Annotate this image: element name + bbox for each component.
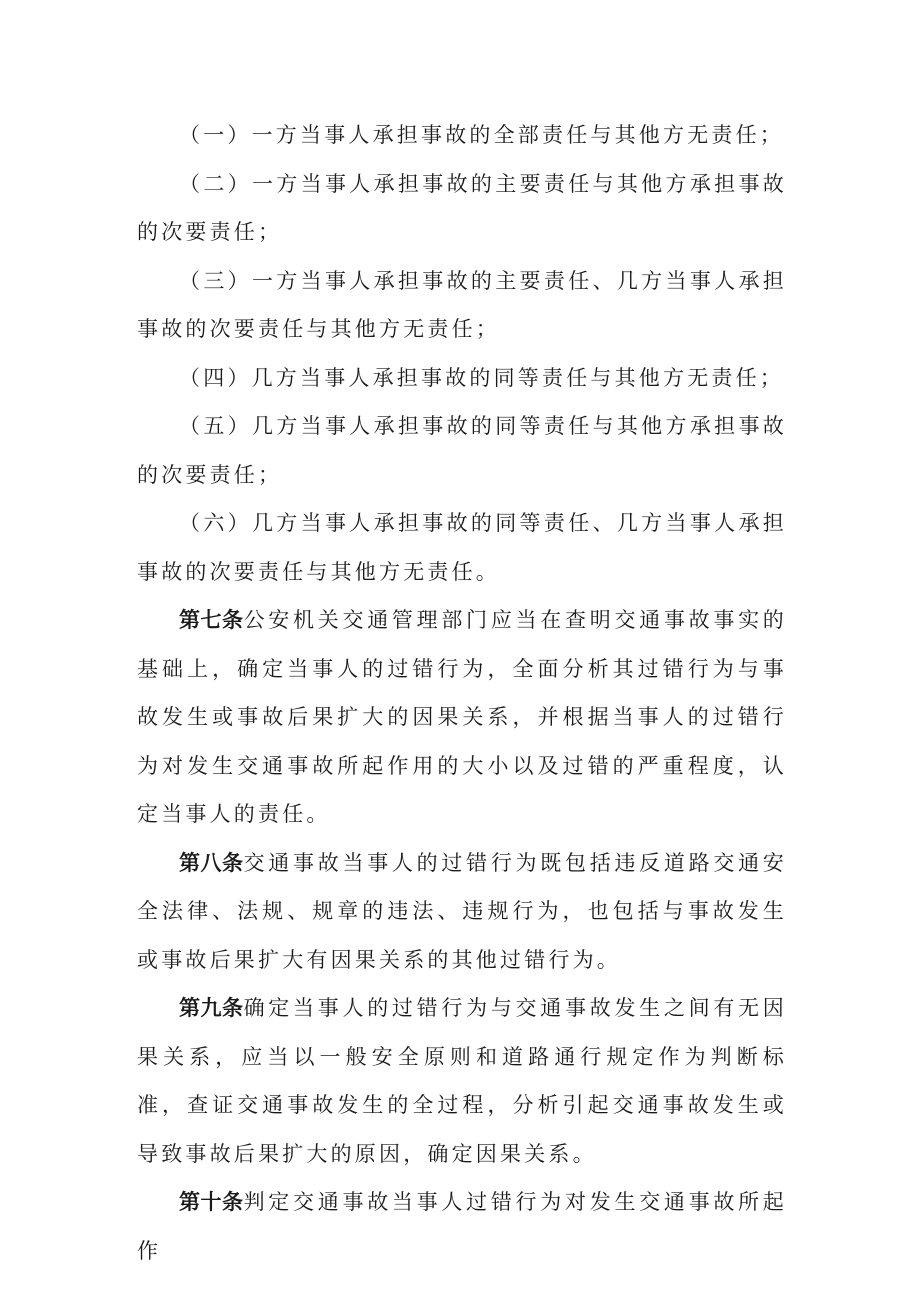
- list-item-6: （六）几方当事人承担事故的同等责任、几方当事人承担事故的次要责任与其他方无责任。: [137, 511, 787, 584]
- article-8: [137, 839, 787, 985]
- document-body: [137, 111, 787, 1275]
- list-item-5: （五）几方当事人承担事故的同等责任与其他方承担事故的次要责任；: [137, 414, 787, 487]
- article-10-text: 判定交通事故当事人过错行为对发生交通事故所起作: [137, 1190, 787, 1263]
- article-8-text: 交通事故当事人的过错行为既包括违反道路交通安全法律、法规、规章的违法、违规行为，也包括与事故发生或事故后果扩大有因果关系的其他过错行为。: [137, 850, 787, 972]
- article-10-heading: 第十条: [179, 1190, 244, 1214]
- list-item-3: （三）一方当事人承担事故的主要责任、几方当事人承担事故的次要责任与其他方无责任；: [137, 268, 787, 341]
- article-7-text: 公安机关交通管理部门应当在查明交通事故事实的基础上，确定当事人的过错行为，全面分析其过错行为与事故发生或事故后果扩大的因果关系，并根据当事人的过错行为对发生交通事故所起作用的大小以及过错的严重程度，认定当事人的责任。: [137, 608, 787, 826]
- article-9: [137, 984, 787, 1178]
- list-item-2: （二）一方当事人承担事故的主要责任与其他方承担事故的次要责任；: [137, 171, 787, 244]
- article-9-heading: 第九条: [179, 996, 244, 1020]
- article-9-text: 确定当事人的过错行为与交通事故发生之间有无因果关系，应当以一般安全原则和道路通行规定作为判断标准，查证交通事故发生的全过程，分析引起交通事故发生或导致事故后果扩大的原因，确定因果关系。: [137, 996, 787, 1166]
- list-item-1: （一）一方当事人承担事故的全部责任与其他方无责任；: [179, 123, 784, 147]
- article-7-heading: 第七条: [179, 608, 244, 632]
- article-8-heading: 第八条: [179, 850, 244, 875]
- article-7: [137, 596, 787, 839]
- list-item-4: （四）几方当事人承担事故的同等责任与其他方无责任；: [179, 365, 784, 390]
- article-10: [137, 1178, 787, 1275]
